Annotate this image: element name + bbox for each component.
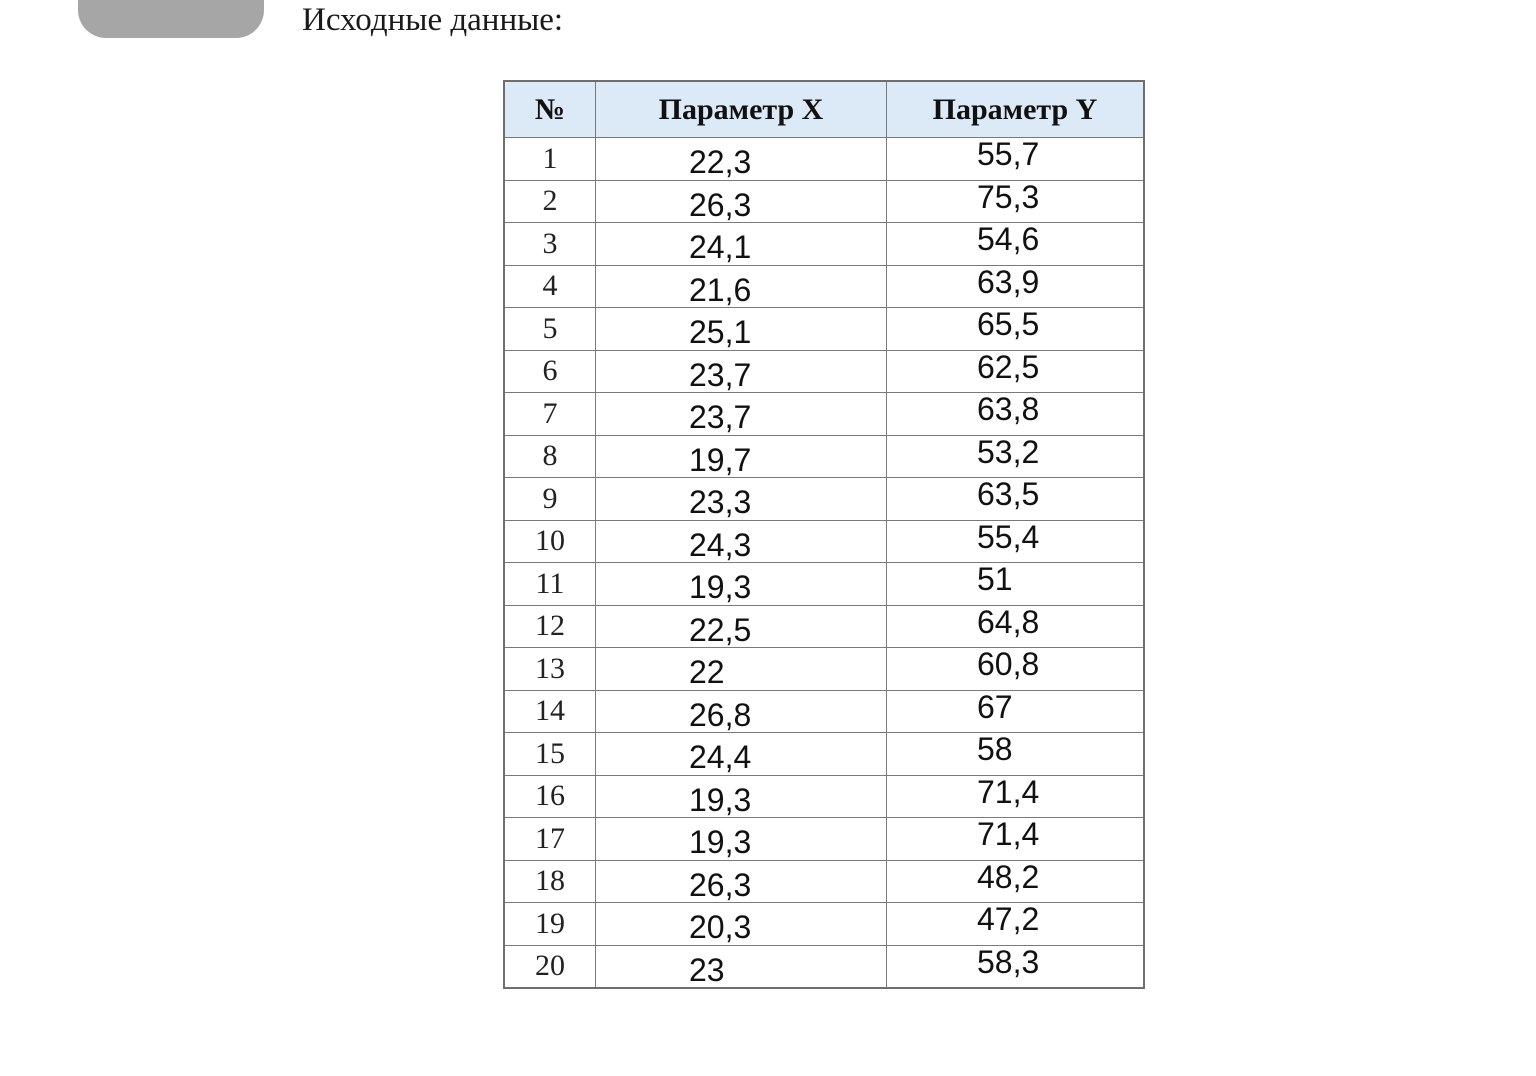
param-y-cell — [887, 775, 1145, 818]
param-x-cell — [596, 308, 887, 351]
table-row — [504, 435, 1144, 478]
param-y-value: 71,4 — [977, 816, 1040, 853]
param-y-cell — [887, 945, 1145, 988]
row-number: 3 — [504, 223, 596, 266]
param-x-cell — [596, 478, 887, 521]
param-y-value: 67 — [977, 688, 1013, 725]
table-row — [504, 478, 1144, 521]
param-y-cell — [887, 733, 1145, 776]
param-x-value: 22,3 — [689, 144, 752, 181]
param-y-cell — [887, 690, 1145, 733]
param-y-value: 58,3 — [977, 943, 1040, 980]
row-number: 15 — [504, 733, 596, 776]
table-row — [504, 690, 1144, 733]
top-pill-decoration — [78, 0, 264, 38]
row-number: 17 — [504, 818, 596, 861]
param-y-value: 62,5 — [977, 348, 1040, 385]
param-y-value: 64,8 — [977, 603, 1040, 640]
row-number: 6 — [504, 350, 596, 393]
page-caption: Исходные данные: — [302, 2, 564, 38]
param-y-value: 63,9 — [977, 263, 1040, 300]
row-number: 10 — [504, 520, 596, 563]
row-number: 8 — [504, 435, 596, 478]
param-x-value: 20,3 — [689, 909, 752, 946]
param-y-cell — [887, 478, 1145, 521]
row-number: 13 — [504, 648, 596, 691]
param-y-value: 63,5 — [977, 476, 1040, 513]
param-x-value: 21,6 — [689, 271, 752, 308]
param-y-value: 58 — [977, 731, 1013, 768]
row-number: 4 — [504, 265, 596, 308]
param-x-cell — [596, 393, 887, 436]
param-y-cell — [887, 308, 1145, 351]
row-number: 16 — [504, 775, 596, 818]
param-x-value: 23,3 — [689, 484, 752, 521]
param-y-cell — [887, 350, 1145, 393]
param-y-value: 60,8 — [977, 646, 1040, 683]
param-x-value: 26,3 — [689, 866, 752, 903]
row-number: 5 — [504, 308, 596, 351]
param-x-value: 23 — [689, 951, 725, 988]
param-x-value: 25,1 — [689, 314, 752, 351]
param-x-value: 22,5 — [689, 611, 752, 648]
param-y-value: 48,2 — [977, 858, 1040, 895]
param-y-value: 54,6 — [977, 221, 1040, 258]
param-x-cell — [596, 350, 887, 393]
param-x-value: 26,8 — [689, 696, 752, 733]
param-x-cell — [596, 945, 887, 988]
row-number: 20 — [504, 945, 596, 988]
table-row — [504, 903, 1144, 946]
param-y-value: 63,8 — [977, 391, 1040, 428]
param-y-cell — [887, 860, 1145, 903]
param-x-cell — [596, 223, 887, 266]
param-x-cell — [596, 265, 887, 308]
table-row — [504, 818, 1144, 861]
table-row — [504, 180, 1144, 223]
data-table — [503, 80, 1145, 989]
param-x-cell — [596, 605, 887, 648]
param-x-cell — [596, 733, 887, 776]
param-x-cell — [596, 775, 887, 818]
header-param-x: Параметр X — [596, 81, 887, 138]
param-x-cell — [596, 138, 887, 181]
param-x-cell — [596, 690, 887, 733]
param-x-value: 22 — [689, 654, 725, 691]
table-row — [504, 223, 1144, 266]
table-row — [504, 775, 1144, 818]
table-row — [504, 648, 1144, 691]
param-x-value: 26,3 — [689, 186, 752, 223]
row-number: 11 — [504, 563, 596, 606]
param-x-value: 24,3 — [689, 526, 752, 563]
param-y-cell — [887, 520, 1145, 563]
param-y-cell — [887, 138, 1145, 181]
param-y-value: 75,3 — [977, 178, 1040, 215]
row-number: 14 — [504, 690, 596, 733]
table-row — [504, 138, 1144, 181]
param-x-cell — [596, 818, 887, 861]
row-number: 12 — [504, 605, 596, 648]
table-row — [504, 563, 1144, 606]
param-x-cell — [596, 860, 887, 903]
param-x-cell — [596, 648, 887, 691]
table-row — [504, 520, 1144, 563]
header-param-y: Параметр Y — [887, 81, 1145, 138]
param-x-value: 19,3 — [689, 824, 752, 861]
param-y-cell — [887, 393, 1145, 436]
row-number: 1 — [504, 138, 596, 181]
param-y-cell — [887, 435, 1145, 478]
param-y-cell — [887, 605, 1145, 648]
table-header-row — [504, 81, 1144, 138]
param-y-value: 53,2 — [977, 433, 1040, 470]
param-x-value: 24,4 — [689, 739, 752, 776]
row-number: 7 — [504, 393, 596, 436]
param-y-value: 55,4 — [977, 518, 1040, 555]
table-body — [504, 138, 1144, 989]
param-y-cell — [887, 903, 1145, 946]
param-y-value: 71,4 — [977, 773, 1040, 810]
table-row — [504, 350, 1144, 393]
param-x-value: 23,7 — [689, 399, 752, 436]
table-row — [504, 605, 1144, 648]
param-y-value: 65,5 — [977, 306, 1040, 343]
param-y-cell — [887, 265, 1145, 308]
param-y-cell — [887, 563, 1145, 606]
param-x-cell — [596, 435, 887, 478]
table-row — [504, 860, 1144, 903]
param-y-value: 47,2 — [977, 901, 1040, 938]
param-x-cell — [596, 180, 887, 223]
row-number: 2 — [504, 180, 596, 223]
header-number: № — [504, 81, 596, 138]
param-y-value: 51 — [977, 561, 1013, 598]
param-y-cell — [887, 223, 1145, 266]
param-y-cell — [887, 180, 1145, 223]
row-number: 19 — [504, 903, 596, 946]
row-number: 9 — [504, 478, 596, 521]
param-x-value: 19,3 — [689, 781, 752, 818]
param-y-cell — [887, 648, 1145, 691]
param-x-value: 19,3 — [689, 569, 752, 606]
table-row — [504, 265, 1144, 308]
param-x-value: 24,1 — [689, 229, 752, 266]
param-x-value: 19,7 — [689, 441, 752, 478]
param-y-value: 55,7 — [977, 136, 1040, 173]
param-x-cell — [596, 903, 887, 946]
row-number: 18 — [504, 860, 596, 903]
table-row — [504, 945, 1144, 988]
param-x-cell — [596, 520, 887, 563]
table-row — [504, 308, 1144, 351]
param-x-cell — [596, 563, 887, 606]
table-row — [504, 393, 1144, 436]
param-x-value: 23,7 — [689, 356, 752, 393]
table-row — [504, 733, 1144, 776]
param-y-cell — [887, 818, 1145, 861]
